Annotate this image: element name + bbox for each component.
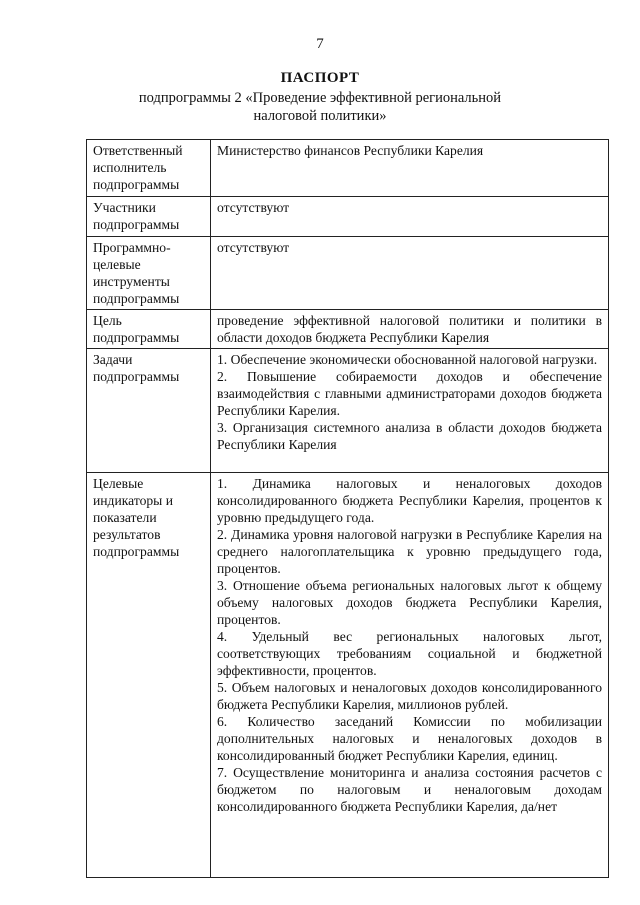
document-title: ПАСПОРТ [280,70,360,86]
row-label: Программно- целевые инструменты подпрограммы [87,237,211,310]
row-value-item: отсутствуют [217,240,290,255]
row-label: Участники подпрограммы [87,197,211,237]
document-subtitle: подпрограммы 2 «Проведение эффективной региональной налоговой политики» [138,90,502,124]
table-row-tasks [87,349,609,473]
row-value-item: проведение эффективной налоговой политики и политики в области доходов бюджета Республики Карелия [217,313,602,345]
row-label: Ответственный исполнитель подпрограммы [87,140,211,197]
row-label: Целевые индикаторы и показатели результатов подпрограммы [87,473,211,878]
row-value-item: 3. Организация системного анализа в области доходов бюджета Республики Карелия [217,420,602,452]
table-row-participants [87,197,609,237]
row-value-item: 1. Обеспечение экономически обоснованной налоговой нагрузки. [217,352,598,367]
row-value-item: 5. Объем налоговых и неналоговых доходов консолидированного бюджета Республики Карелия, миллионов рублей. [217,680,602,712]
row-value-item: 6. Количество заседаний Комиссии по мобилизации дополнительных налоговых и неналоговых доходов в консолидированный бюджет Республики Карелия, единиц. [217,714,602,763]
table-row-responsible-executor [87,140,609,197]
table-row-goal [87,310,609,349]
row-value-item: отсутствуют [217,200,290,215]
row-value [211,349,609,473]
row-value-item: 2. Динамика уровня налоговой нагрузки в Республике Карелия на среднего налогоплательщика к уровню предыдущего года, процентов. [217,527,602,576]
row-value-item: 2. Повышение собираемости доходов и обеспечение взаимодействия с главными администраторами доходов бюджета Республики Карелия. [217,369,602,418]
row-value [211,473,609,878]
table-row-program-instruments [87,237,609,310]
row-value-item: Министерство финансов Республики Карелия [217,143,484,158]
row-value [211,140,609,197]
row-value [211,310,609,349]
row-value [211,237,609,310]
passport-table [86,139,609,878]
page-number: 7 [316,36,324,52]
row-value-item: 3. Отношение объема региональных налоговых льгот к общему объему налоговых доходов бюджета Республики Карелия, процентов. [217,578,602,627]
row-value-item: 1. Динамика налоговых и неналоговых доходов консолидированного бюджета Республики Карелия, процентов к уровню предыдущего года. [217,476,602,525]
row-value-item: 7. Осуществление мониторинга и анализа состояния расчетов с бюджетом по налоговым и неналоговым доходам консолидированного бюджета Республики Карелия, да/нет [217,765,602,814]
row-label: Цель подпрограммы [87,310,211,349]
row-label: Задачи подпрограммы [87,349,211,473]
table-row-target-indicators [87,473,609,878]
row-value [211,197,609,237]
row-value-item: 4. Удельный вес региональных налоговых льгот, соответствующих требованиям социальной и бюджетной эффективности, процентов. [217,629,602,678]
